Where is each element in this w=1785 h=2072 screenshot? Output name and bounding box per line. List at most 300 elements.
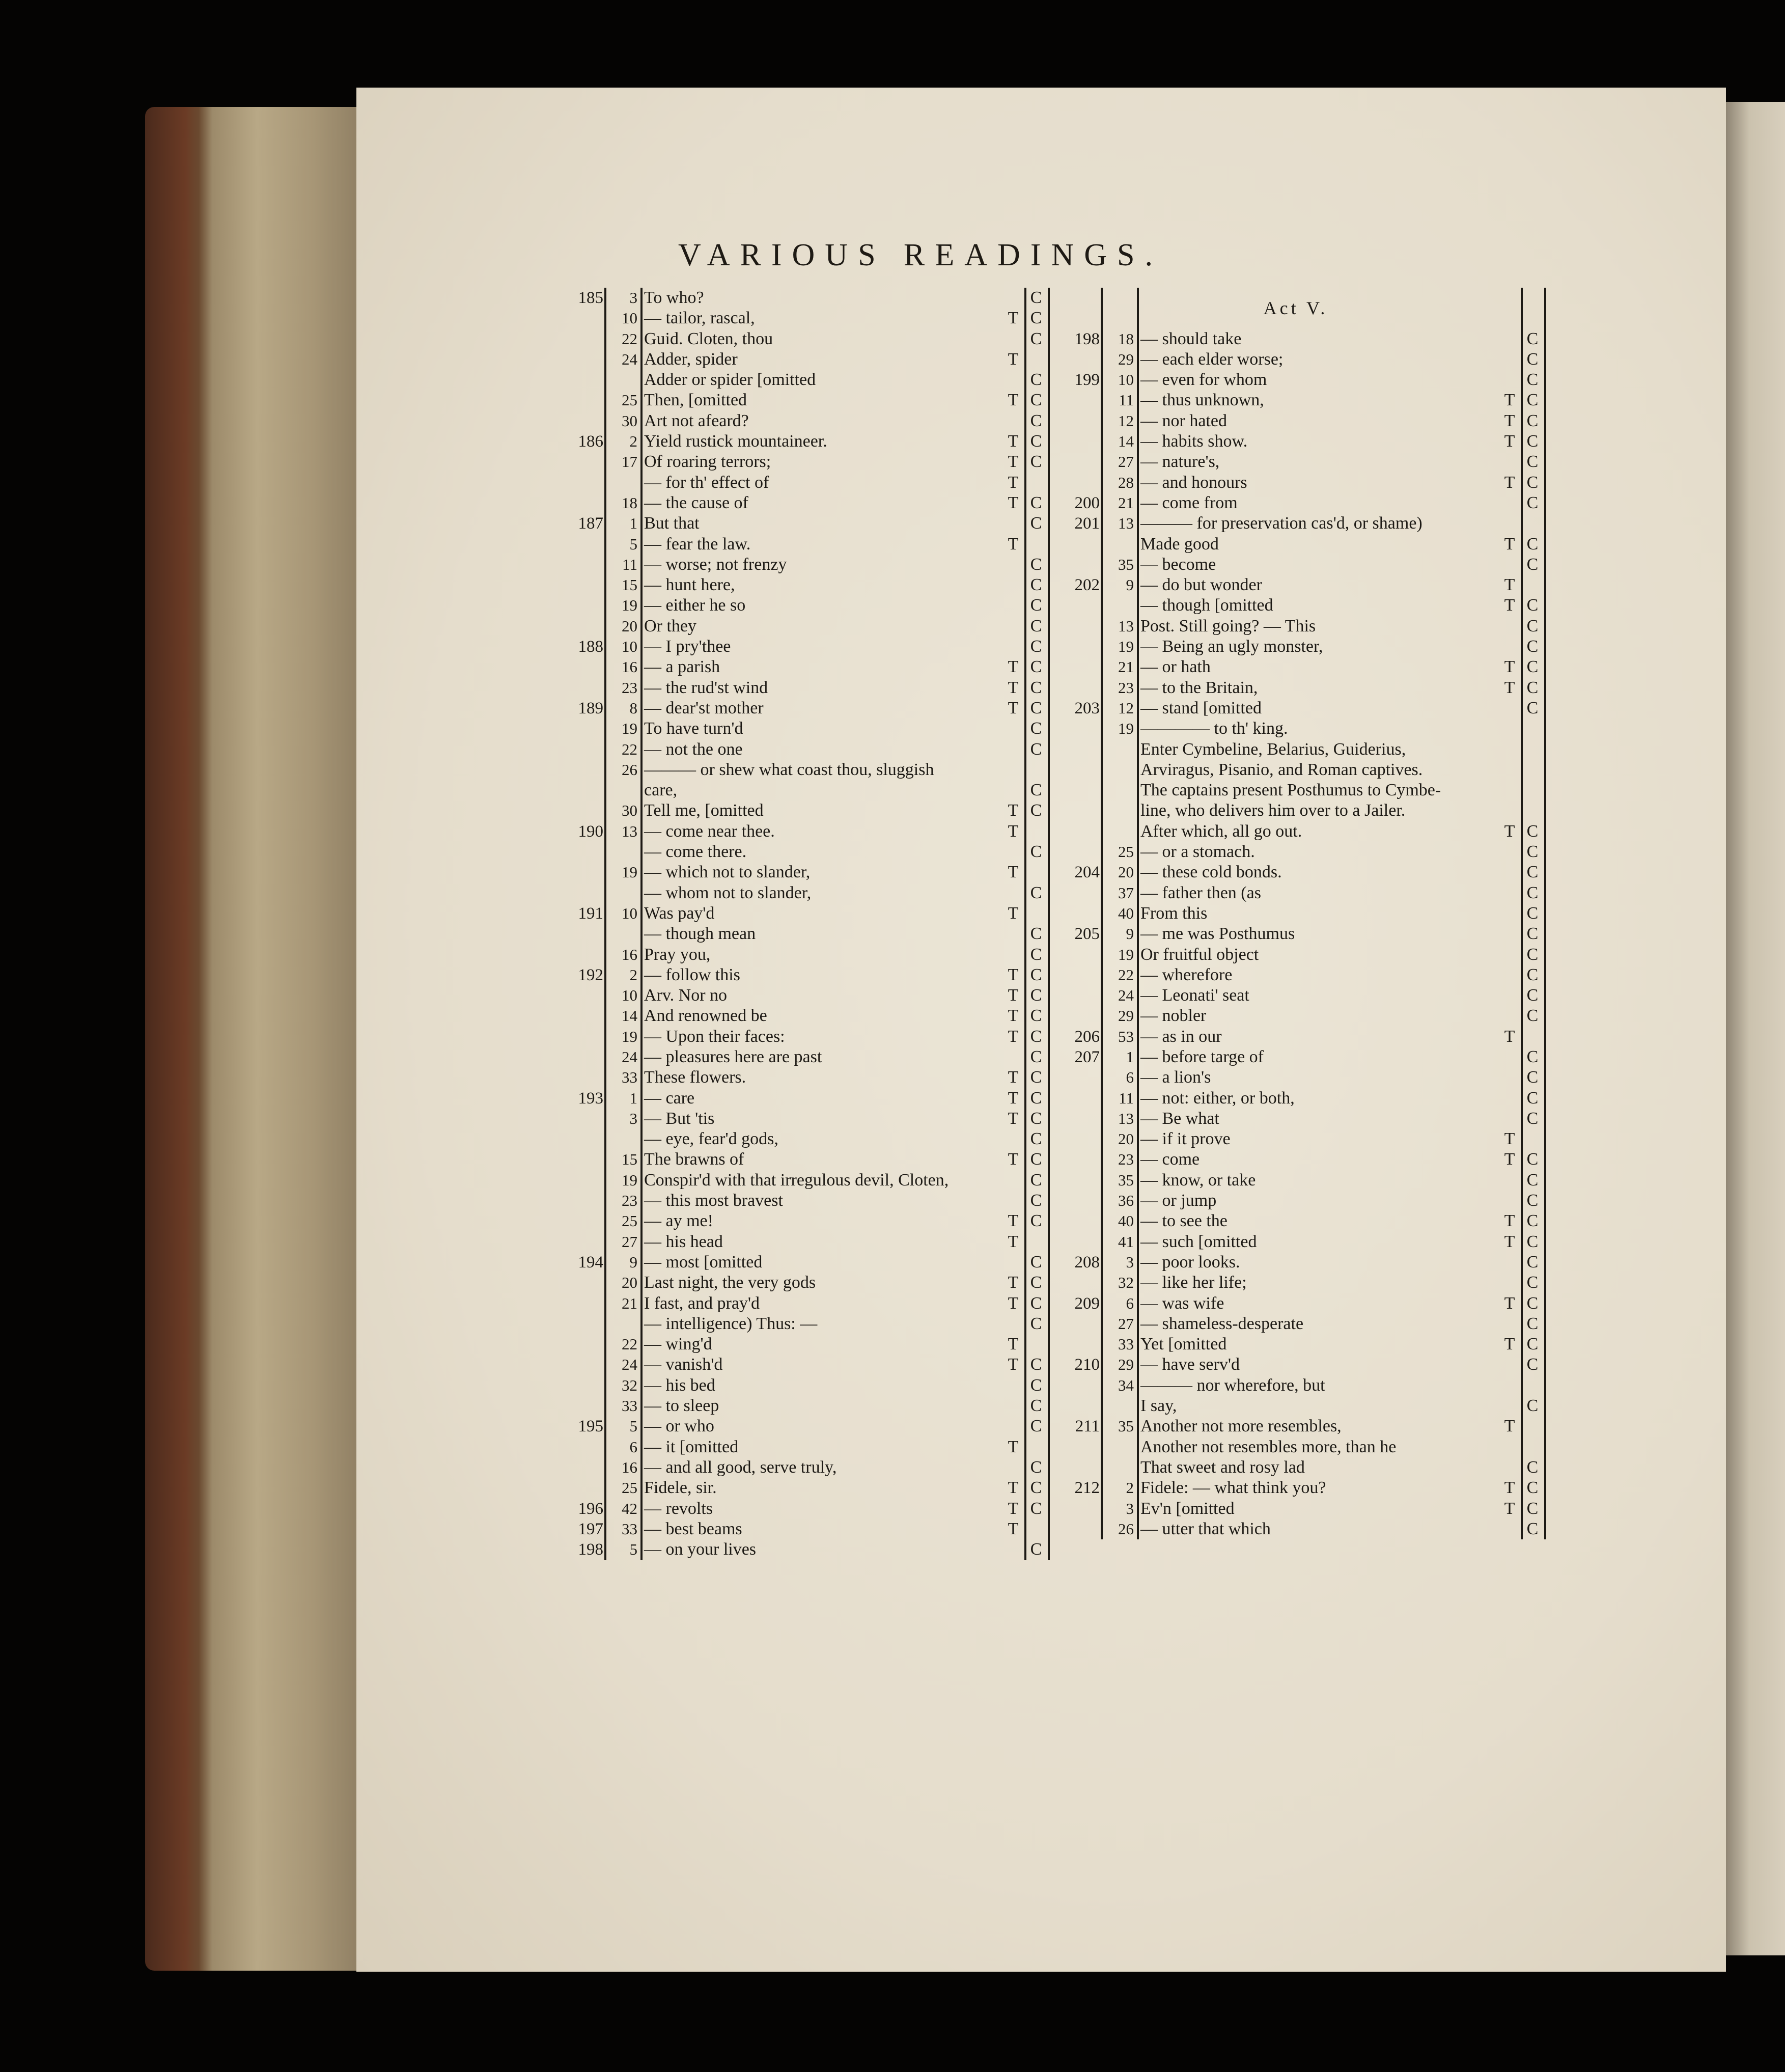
reading-row: [555, 575, 1044, 595]
reading-text: — habits show.: [1140, 432, 1248, 451]
mark-t: T: [1008, 534, 1019, 554]
reading-row: [555, 1519, 1044, 1539]
page-number: 190: [578, 822, 603, 841]
reading-text: — a lion's: [1140, 1068, 1211, 1087]
mark-c: C: [1526, 329, 1539, 348]
mark-c: C: [1030, 678, 1042, 697]
line-number: 28: [1118, 473, 1134, 491]
reading-text: Fidele: — what think you?: [1140, 1478, 1326, 1498]
reading-text: — or a stomach.: [1140, 842, 1255, 862]
reading-text: — come there.: [644, 842, 747, 862]
page-number: 192: [578, 965, 603, 984]
reading-row: [1051, 1273, 1540, 1293]
reading-row: [1051, 411, 1540, 431]
mark-t: T: [1008, 821, 1019, 841]
reading-row: [555, 1109, 1044, 1129]
reading-row: [1051, 1088, 1540, 1109]
mark-c: C: [1030, 555, 1042, 574]
reading-text: Or they: [644, 616, 696, 636]
reading-row: [555, 842, 1044, 862]
page-number: 194: [578, 1253, 603, 1272]
line-number: 20: [1118, 1130, 1134, 1148]
reading-text: — nor hated: [1140, 411, 1227, 430]
mark-t: T: [1504, 411, 1515, 430]
line-number: 21: [1118, 493, 1134, 512]
mark-c: C: [1526, 1314, 1539, 1333]
line-number: 30: [622, 802, 637, 820]
line-number: 35: [1118, 1417, 1134, 1435]
reading-row: [555, 1457, 1044, 1478]
reading-text: — me was Posthumus: [1140, 924, 1295, 944]
reading-row: [1051, 452, 1540, 472]
mark-c: C: [1030, 1252, 1042, 1272]
reading-text: — come: [1140, 1150, 1200, 1169]
reading-text: Then, [omitted: [644, 391, 747, 410]
mark-c: C: [1526, 1519, 1539, 1538]
mark-t: T: [1008, 493, 1019, 512]
mark-t: T: [1504, 1335, 1515, 1354]
reading-row: [1051, 1047, 1540, 1067]
reading-text: — though mean: [644, 924, 756, 944]
page-number: 206: [1074, 1027, 1100, 1046]
mark-t: T: [1504, 596, 1515, 615]
line-number: 27: [1118, 453, 1134, 471]
mark-t: T: [1008, 965, 1019, 984]
line-number: 16: [622, 945, 637, 963]
reading-text: — vanish'd: [644, 1355, 723, 1374]
reading-text: — like her life;: [1140, 1273, 1247, 1292]
reading-text: — Leonati' seat: [1140, 986, 1249, 1005]
line-number: 18: [1118, 329, 1134, 348]
mark-t: T: [1008, 801, 1019, 820]
mark-t: T: [1504, 821, 1515, 841]
page-number: 198: [1074, 329, 1100, 348]
mark-t: T: [1008, 1478, 1019, 1498]
mark-c: C: [1030, 986, 1042, 1005]
reading-row: [1051, 780, 1540, 800]
reading-text: Arviragus, Pisanio, and Roman captives.: [1140, 760, 1423, 779]
reading-row: [555, 698, 1044, 719]
mark-c: C: [1030, 452, 1042, 472]
reading-text: — become: [1140, 555, 1216, 574]
line-number: 19: [622, 1171, 637, 1189]
reading-row: [555, 1273, 1044, 1293]
reading-row: [1051, 862, 1540, 882]
mark-t: T: [1008, 391, 1019, 410]
mark-c: C: [1030, 842, 1042, 862]
mark-t: T: [1008, 1109, 1019, 1128]
mark-t: T: [1008, 986, 1019, 1005]
line-number: 17: [622, 453, 637, 471]
line-number: 29: [1118, 1007, 1134, 1025]
mark-c: C: [1526, 370, 1539, 390]
reading-text: — was wife: [1140, 1293, 1224, 1313]
mark-c: C: [1526, 1088, 1539, 1108]
reading-row: [1051, 698, 1540, 719]
reading-row: [555, 780, 1044, 800]
reading-row: [1051, 678, 1540, 698]
mark-c: C: [1030, 781, 1042, 800]
mark-t: T: [1504, 1150, 1515, 1169]
reading-text: — tailor, rascal,: [644, 309, 755, 328]
page-number: 205: [1074, 925, 1100, 944]
mark-c: C: [1030, 1457, 1042, 1477]
mark-c: C: [1030, 1417, 1042, 1436]
line-number: 19: [622, 720, 637, 738]
mark-t: T: [1008, 698, 1019, 717]
page-number: 204: [1074, 863, 1100, 882]
reading-text: — which not to slander,: [644, 863, 811, 882]
mark-c: C: [1526, 821, 1539, 841]
reading-row: [1051, 534, 1540, 555]
line-number: 33: [622, 1520, 637, 1538]
reading-row: [1051, 1437, 1540, 1457]
line-number: 40: [1118, 904, 1134, 922]
line-number: 36: [1118, 1192, 1134, 1210]
reading-text: Or fruitful object: [1140, 945, 1259, 964]
mark-t: T: [1008, 1211, 1019, 1231]
mark-t: T: [1504, 1129, 1515, 1149]
facing-page-edge: [1726, 102, 1785, 1955]
line-number: 29: [1118, 1356, 1134, 1374]
reading-row: [555, 739, 1044, 760]
mark-c: C: [1526, 1499, 1539, 1518]
mark-c: C: [1526, 493, 1539, 512]
reading-row: [555, 1355, 1044, 1375]
mark-c: C: [1526, 432, 1539, 451]
line-number: 25: [622, 1212, 637, 1230]
mark-c: C: [1030, 329, 1042, 348]
running-head: VARIOUS READINGS.: [678, 238, 1163, 272]
mark-c: C: [1030, 883, 1042, 902]
reading-text: ——— or shew what coast thou, sluggish: [644, 760, 934, 779]
reading-text: — most [omitted: [644, 1252, 763, 1272]
rule-t: [1521, 288, 1523, 1539]
reading-row: [1051, 1232, 1540, 1252]
reading-row: [1051, 821, 1540, 842]
reading-row: [555, 308, 1044, 328]
mark-c: C: [1030, 1068, 1042, 1087]
mark-t: T: [1008, 1519, 1019, 1538]
mark-c: C: [1526, 1109, 1539, 1128]
reading-row: [1051, 1211, 1540, 1231]
mark-c: C: [1030, 719, 1042, 738]
reading-text: Adder, spider: [644, 349, 738, 369]
mark-c: C: [1030, 739, 1042, 759]
mark-c: C: [1526, 1191, 1539, 1210]
mark-c: C: [1030, 1314, 1042, 1333]
mark-c: C: [1030, 1396, 1042, 1416]
line-number: 6: [1126, 1068, 1134, 1087]
mark-c: C: [1526, 616, 1539, 636]
mark-c: C: [1030, 514, 1042, 533]
page-number: 188: [578, 638, 603, 656]
mark-t: T: [1008, 1437, 1019, 1456]
line-number: 27: [1118, 1314, 1134, 1333]
mark-t: T: [1504, 1027, 1515, 1046]
mark-c: C: [1526, 1478, 1539, 1498]
mark-c: C: [1526, 555, 1539, 574]
mark-c: C: [1030, 1293, 1042, 1313]
line-number: 3: [629, 289, 637, 307]
mark-c: C: [1526, 1068, 1539, 1087]
line-number: 19: [622, 1027, 637, 1045]
reading-row: [555, 534, 1044, 555]
reading-row: [555, 1314, 1044, 1334]
reading-row: [555, 1293, 1044, 1314]
book-page-edges: [145, 107, 369, 1971]
reading-text: — to the Britain,: [1140, 678, 1258, 697]
line-number: 24: [1118, 986, 1134, 1005]
reading-row: [555, 493, 1044, 513]
line-number: 22: [622, 740, 637, 758]
line-number: 23: [1118, 678, 1134, 697]
reading-row: [1051, 883, 1540, 903]
line-number: 18: [622, 493, 637, 512]
mark-c: C: [1526, 1006, 1539, 1026]
reading-text: — poor looks.: [1140, 1252, 1240, 1272]
reading-text: Enter Cymbeline, Belarius, Guiderius,: [1140, 739, 1406, 759]
reading-row: [1051, 657, 1540, 677]
line-number: 2: [629, 965, 637, 984]
page-number: 211: [1075, 1417, 1100, 1436]
reading-row: [1051, 1499, 1540, 1519]
rule-t: [1024, 288, 1026, 1560]
reading-text: — and honours: [1140, 473, 1247, 492]
reading-row: [555, 1170, 1044, 1191]
reading-row: [555, 431, 1044, 452]
reading-row: [1051, 513, 1540, 534]
page-number: 196: [578, 1499, 603, 1518]
mark-c: C: [1526, 637, 1539, 656]
reading-text: From this: [1140, 903, 1208, 923]
reading-text: — father then (as: [1140, 883, 1261, 902]
line-number: 19: [622, 596, 637, 615]
page-number: 187: [578, 514, 603, 533]
reading-row: [555, 1375, 1044, 1396]
mark-c: C: [1526, 452, 1539, 472]
reading-text: — come from: [1140, 493, 1238, 512]
reading-text: That sweet and rosy lad: [1140, 1457, 1305, 1477]
mark-t: T: [1008, 657, 1019, 677]
reading-text: ——— nor wherefore, but: [1140, 1375, 1325, 1395]
line-number: 32: [1118, 1274, 1134, 1292]
mark-t: T: [1008, 1293, 1019, 1313]
line-number: 33: [622, 1397, 637, 1415]
line-number: 16: [622, 658, 637, 676]
reading-text: Arv. Nor no: [644, 986, 728, 1005]
reading-text: — on your lives: [644, 1540, 757, 1559]
reading-text: — have serv'd: [1140, 1355, 1240, 1374]
mark-t: T: [1008, 473, 1019, 492]
reading-row: [555, 1416, 1044, 1436]
reading-row: [555, 616, 1044, 637]
mark-c: C: [1030, 1211, 1042, 1231]
line-number: 33: [1118, 1335, 1134, 1353]
reading-text: These flowers.: [644, 1068, 746, 1087]
mark-t: T: [1504, 432, 1515, 451]
mark-c: C: [1030, 1109, 1042, 1128]
rule-page-line: [1101, 288, 1103, 1539]
mark-t: T: [1504, 1293, 1515, 1313]
reading-text: — know, or take: [1140, 1170, 1256, 1190]
mark-c: C: [1030, 1150, 1042, 1169]
reading-text: Guid. Cloten, thou: [644, 329, 773, 348]
reading-text: — to sleep: [644, 1396, 719, 1416]
mark-c: C: [1526, 698, 1539, 717]
reading-row: [555, 1211, 1044, 1231]
reading-text: — even for whom: [1140, 370, 1267, 390]
line-number: 27: [622, 1232, 637, 1251]
mark-c: C: [1030, 575, 1042, 595]
line-number: 10: [622, 904, 637, 922]
reading-row: [1051, 800, 1540, 821]
page-number: 193: [578, 1089, 603, 1108]
line-number: 32: [622, 1376, 637, 1394]
reading-row: [1051, 945, 1540, 965]
line-number: 9: [1126, 576, 1134, 594]
reading-text: — wing'd: [644, 1335, 712, 1354]
reading-text: — if it prove: [1140, 1129, 1231, 1149]
reading-text: — or jump: [1140, 1191, 1217, 1210]
mark-c: C: [1030, 616, 1042, 636]
line-number: 23: [622, 1192, 637, 1210]
rule-page-line: [604, 288, 606, 1560]
mark-t: T: [1008, 863, 1019, 882]
reading-text: — nature's,: [1140, 452, 1220, 472]
reading-row: [555, 390, 1044, 410]
reading-row: [1051, 595, 1540, 616]
reading-text: Made good: [1140, 534, 1219, 554]
mark-c: C: [1526, 391, 1539, 410]
line-number: 40: [1118, 1212, 1134, 1230]
reading-text: — for th' effect of: [644, 473, 769, 492]
act-heading: Act V.: [1263, 298, 1328, 318]
reading-row: [1051, 924, 1540, 944]
reading-text: ———— to th' king.: [1140, 719, 1288, 738]
reading-text: Tell me, [omitted: [644, 801, 764, 820]
line-number: 3: [1126, 1253, 1134, 1271]
mark-c: C: [1030, 924, 1042, 944]
reading-row: [555, 1149, 1044, 1170]
page-number: 200: [1074, 493, 1100, 512]
reading-text: — as in our: [1140, 1027, 1222, 1046]
reading-row: [1051, 1334, 1540, 1355]
reading-row: [555, 945, 1044, 965]
mark-t: T: [1504, 1232, 1515, 1251]
reading-text: care,: [644, 781, 678, 800]
page-number: 201: [1074, 514, 1100, 533]
reading-row: [555, 1088, 1044, 1109]
reading-text: — stand [omitted: [1140, 698, 1262, 717]
reading-row: [555, 1396, 1044, 1416]
reading-row: [1051, 370, 1540, 390]
reading-row: [1051, 719, 1540, 739]
reading-text: I say,: [1140, 1396, 1177, 1416]
mark-c: C: [1030, 391, 1042, 410]
reading-row: [555, 452, 1044, 472]
mark-c: C: [1030, 945, 1042, 964]
line-number: 22: [622, 1335, 637, 1353]
reading-text: — Being an ugly monster,: [1140, 637, 1323, 656]
reading-row: [1051, 1067, 1540, 1088]
mark-t: T: [1008, 1499, 1019, 1518]
reading-text: — ay me!: [644, 1211, 713, 1231]
line-number: 23: [1118, 1150, 1134, 1169]
reading-text: Art not afeard?: [644, 411, 749, 430]
reading-text: — utter that which: [1140, 1519, 1271, 1538]
page-number: 186: [578, 432, 603, 451]
reading-text: — each elder worse;: [1140, 349, 1284, 369]
line-number: 9: [629, 1253, 637, 1271]
line-number: 41: [1118, 1232, 1134, 1251]
reading-row: [555, 1232, 1044, 1252]
mark-t: T: [1008, 1027, 1019, 1046]
reading-text: Pray you,: [644, 945, 711, 964]
reading-row: [555, 1478, 1044, 1498]
right-column: [1051, 288, 1540, 1539]
reading-text: — fear the law.: [644, 534, 751, 554]
reading-row: [1051, 965, 1540, 985]
line-number: 15: [622, 1150, 637, 1169]
mark-t: T: [1504, 473, 1515, 492]
reading-row: [1051, 349, 1540, 370]
mark-c: C: [1030, 1170, 1042, 1190]
page-number: 197: [578, 1520, 603, 1538]
reading-text: — or hath: [1140, 657, 1211, 677]
line-number: 12: [1118, 699, 1134, 717]
mark-c: C: [1030, 637, 1042, 656]
line-number: 14: [1118, 432, 1134, 451]
reading-row: [555, 678, 1044, 698]
mark-c: C: [1526, 411, 1539, 430]
page-number: 198: [578, 1540, 603, 1559]
reading-row: [1051, 616, 1540, 637]
reading-text: — Upon their faces:: [644, 1027, 785, 1046]
mark-t: T: [1504, 575, 1515, 595]
mark-c: C: [1030, 1088, 1042, 1108]
reading-row: [555, 862, 1044, 882]
mark-c: C: [1526, 883, 1539, 902]
mark-c: C: [1030, 493, 1042, 512]
page-number: 210: [1074, 1356, 1100, 1374]
line-number: 11: [622, 555, 637, 573]
line-number: 14: [622, 1007, 637, 1025]
line-number: 25: [622, 391, 637, 409]
reading-row: [555, 595, 1044, 616]
reading-text: Another not more resembles,: [1140, 1417, 1342, 1436]
mark-c: C: [1030, 1129, 1042, 1149]
reading-row: [555, 1067, 1044, 1088]
mark-c: C: [1526, 924, 1539, 944]
mark-c: C: [1030, 309, 1042, 328]
line-number: 6: [1126, 1294, 1134, 1312]
reading-row: [555, 760, 1044, 780]
reading-text: — follow this: [644, 965, 740, 984]
mark-c: C: [1030, 801, 1042, 820]
reading-row: [1051, 1416, 1540, 1436]
line-number: 19: [1118, 638, 1134, 656]
line-number: 19: [622, 863, 637, 881]
reading-text: — and all good, serve truly,: [644, 1457, 837, 1477]
line-number: 5: [629, 535, 637, 553]
reading-row: [555, 985, 1044, 1006]
mark-c: C: [1030, 288, 1042, 307]
reading-text: — his bed: [644, 1375, 715, 1395]
mark-c: C: [1526, 903, 1539, 923]
mark-t: T: [1008, 1088, 1019, 1108]
mark-t: T: [1504, 1417, 1515, 1436]
